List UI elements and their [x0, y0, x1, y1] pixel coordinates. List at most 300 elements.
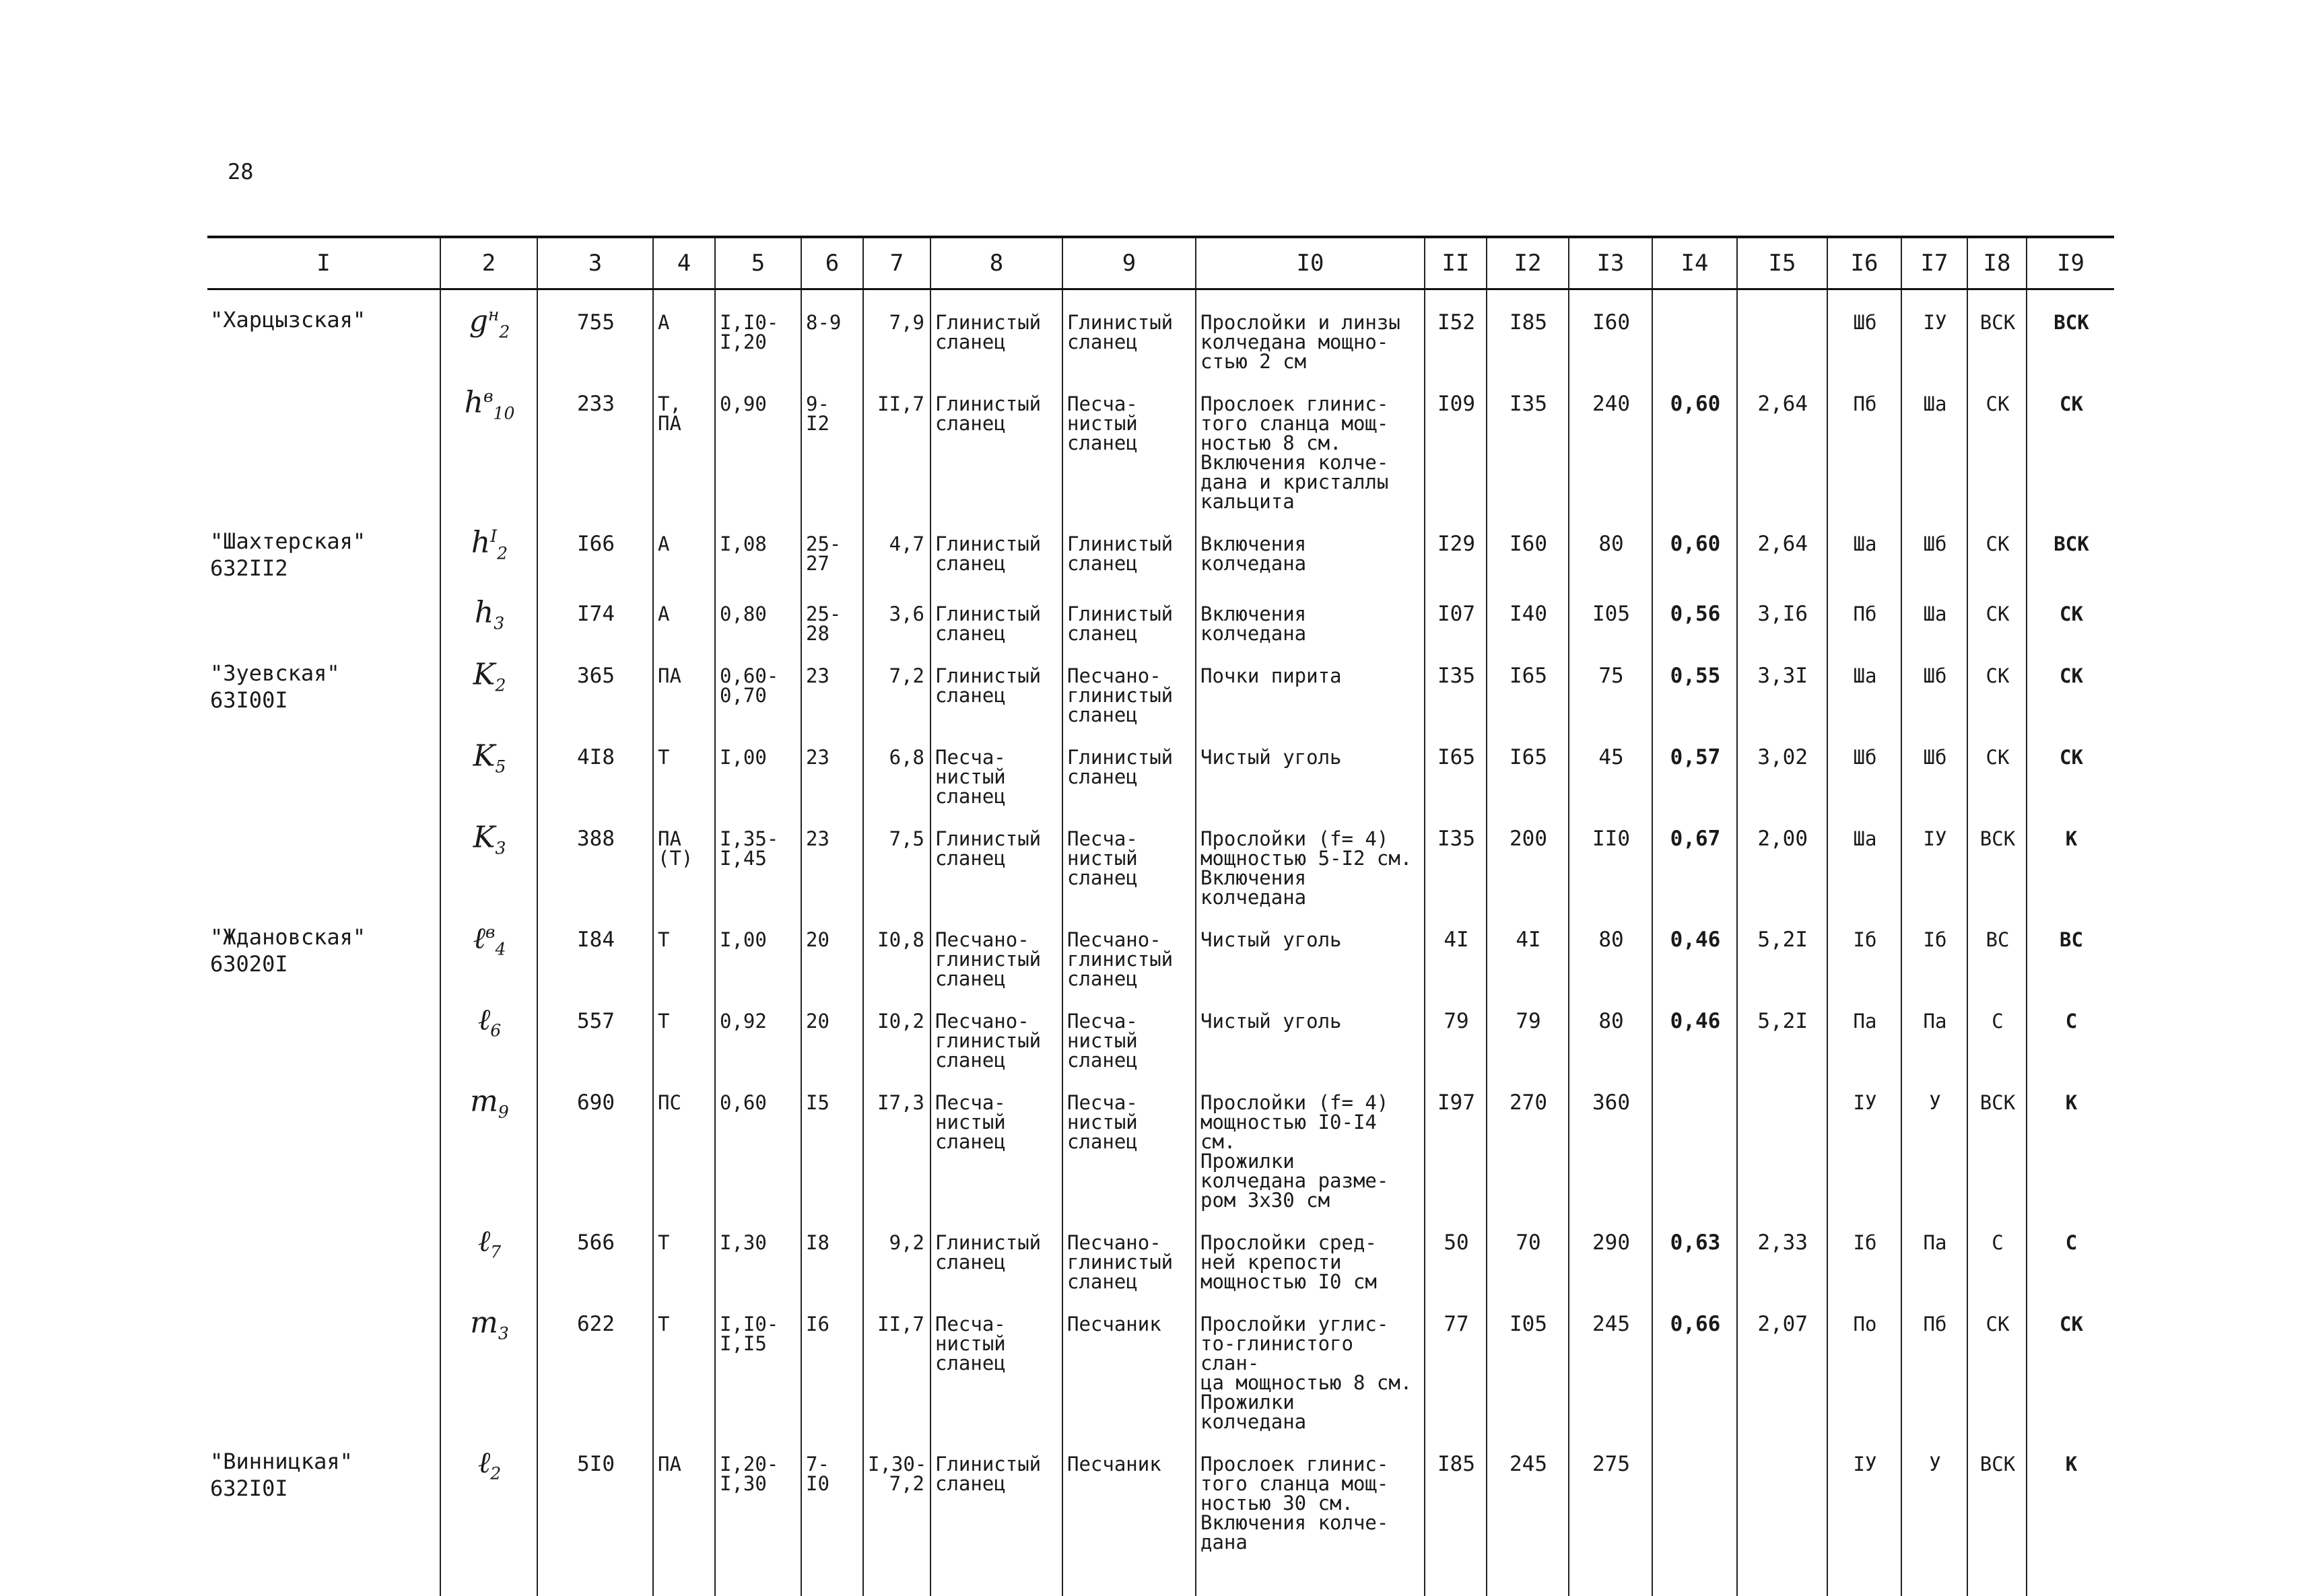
- cell-class-17: Ша: [1901, 582, 1967, 644]
- cell-value-15: [1737, 1070, 1827, 1210]
- cell-value-15: 3,I6: [1737, 582, 1827, 644]
- cell-dip-angle: 7- I0: [801, 1432, 863, 1596]
- cell-value-13: I60: [1569, 289, 1652, 372]
- cell-roof-rock: Глинистый сланец: [930, 289, 1062, 372]
- cell-class-16: IУ: [1827, 1432, 1901, 1596]
- column-header-17: I7: [1901, 237, 1967, 289]
- cell-roof-rock: Песчано- глинистый сланец: [930, 989, 1062, 1070]
- cell-inclusions-note: Прослойки сред- ней крепости мощностью I0 см: [1196, 1210, 1425, 1292]
- seam-symbol: m: [470, 1084, 498, 1119]
- cell-inclusions-note: Чистый уголь: [1196, 989, 1425, 1070]
- cell-inclusions-note: Чистый уголь: [1196, 725, 1425, 806]
- column-header-16: I6: [1827, 237, 1901, 289]
- table-row: [207, 806, 2114, 907]
- table-row: [207, 512, 2114, 582]
- cell-value-15: 3,3I: [1737, 644, 1827, 725]
- cell-class-16: Ша: [1827, 512, 1901, 582]
- cell-class-18: СК: [1967, 512, 2027, 582]
- cell-value-15: 2,00: [1737, 806, 1827, 907]
- cell-value-14: 0,67: [1652, 806, 1737, 907]
- cell-gas-content: 7,5: [863, 806, 930, 907]
- cell-value-15: 5,2I: [1737, 989, 1827, 1070]
- cell-inclusions-note: Чистый уголь: [1196, 907, 1425, 989]
- seam-subscript: 5: [495, 757, 506, 776]
- cell-floor-rock: Песча- нистый сланец: [1062, 1070, 1196, 1210]
- cell-value-14: 0,46: [1652, 907, 1737, 989]
- seam-superscript: н: [488, 305, 499, 324]
- cell-gas-content: 3,6: [863, 582, 930, 644]
- column-header-8: 8: [930, 237, 1062, 289]
- cell-floor-rock: Глинистый сланец: [1062, 289, 1196, 372]
- column-header-18: I8: [1967, 237, 2027, 289]
- cell-depth: I84: [537, 907, 653, 989]
- table-row: [207, 372, 2114, 512]
- cell-class-18: С: [1967, 1210, 2027, 1292]
- cell-class-18: СК: [1967, 644, 2027, 725]
- cell-value-15: 2,33: [1737, 1210, 1827, 1292]
- cell-value-13: 75: [1569, 644, 1652, 725]
- cell-value-11: I35: [1425, 806, 1487, 907]
- cell-thickness: 0,92: [715, 989, 801, 1070]
- cell-value-11: I85: [1425, 1432, 1487, 1596]
- cell-class-18: ВСК: [1967, 1070, 2027, 1210]
- column-header-19: I9: [2027, 237, 2114, 289]
- cell-seam-index: [440, 289, 537, 372]
- cell-gas-content: I7,3: [863, 1070, 930, 1210]
- cell-inclusions-note: Прослоек глинис- того сланца мощ- ностью 30 см. Включения колче- дана: [1196, 1432, 1425, 1596]
- cell-depth: 4I8: [537, 725, 653, 806]
- cell-value-12: 70: [1487, 1210, 1569, 1292]
- cell-mine-name: [207, 582, 440, 644]
- seam-symbol: K: [473, 739, 496, 773]
- cell-value-14: 0,55: [1652, 644, 1737, 725]
- seam-superscript: I: [490, 526, 497, 546]
- cell-mine-name: [207, 372, 440, 512]
- table-row: [207, 1432, 2114, 1596]
- seam-subscript: 2: [499, 322, 510, 341]
- seam-superscript: в: [483, 386, 494, 406]
- cell-value-12: I65: [1487, 725, 1569, 806]
- cell-gas-content: II,7: [863, 372, 930, 512]
- cell-class-16: Пб: [1827, 372, 1901, 512]
- cell-mine-name: [207, 989, 440, 1070]
- cell-thickness: I,I0- I,20: [715, 289, 801, 372]
- seam-symbol: h: [465, 386, 483, 420]
- cell-value-11: I97: [1425, 1070, 1487, 1210]
- cell-value-11: 79: [1425, 989, 1487, 1070]
- seam-symbol: K: [473, 658, 496, 692]
- seam-subscript: 10: [494, 403, 515, 423]
- cell-thickness: 0,60: [715, 1070, 801, 1210]
- column-header-3: 3: [537, 237, 653, 289]
- table-row: [207, 725, 2114, 806]
- cell-class-17: Па: [1901, 1210, 1967, 1292]
- cell-seam-index: [440, 1070, 537, 1210]
- cell-class-16: Па: [1827, 989, 1901, 1070]
- cell-class-17: Ша: [1901, 372, 1967, 512]
- cell-roof-rock: Песча- нистый сланец: [930, 1292, 1062, 1432]
- cell-value-15: 2,07: [1737, 1292, 1827, 1432]
- cell-dip-angle: 20: [801, 989, 863, 1070]
- cell-value-14: 0,56: [1652, 582, 1737, 644]
- cell-class-18: ВСК: [1967, 289, 2027, 372]
- cell-inclusions-note: Прослойки (f= 4) мощностью I0-I4 см. Прожилки колчедана разме- ром 3х30 см: [1196, 1070, 1425, 1210]
- cell-value-14: [1652, 1070, 1737, 1210]
- cell-value-13: 240: [1569, 372, 1652, 512]
- cell-value-12: 4I: [1487, 907, 1569, 989]
- cell-value-14: 0,60: [1652, 372, 1737, 512]
- cell-gas-content: 7,9: [863, 289, 930, 372]
- cell-seam-index: [440, 989, 537, 1070]
- cell-roof-rock: Глинистый сланец: [930, 1210, 1062, 1292]
- cell-class-19: К: [2027, 1070, 2114, 1210]
- cell-inclusions-note: Прослоек глинис- того сланца мощ- ностью 8 см. Включения колче- дана и кристаллы кальцита: [1196, 372, 1425, 512]
- cell-class-17: У: [1901, 1070, 1967, 1210]
- cell-value-11: 4I: [1425, 907, 1487, 989]
- cell-floor-rock: Песчано- глинистый сланец: [1062, 907, 1196, 989]
- cell-value-12: I85: [1487, 289, 1569, 372]
- cell-class-19: ВСК: [2027, 512, 2114, 582]
- cell-depth: 622: [537, 1292, 653, 1432]
- header-row: [207, 237, 2114, 289]
- cell-mine-name: [207, 1292, 440, 1432]
- table-row: [207, 1070, 2114, 1210]
- cell-value-12: I40: [1487, 582, 1569, 644]
- cell-gas-content: I0,2: [863, 989, 930, 1070]
- cell-thickness: I,20- I,30: [715, 1432, 801, 1596]
- column-header-5: 5: [715, 237, 801, 289]
- table-row: [207, 1292, 2114, 1432]
- cell-class-17: У: [1901, 1432, 1967, 1596]
- cell-gas-content: I0,8: [863, 907, 930, 989]
- column-header-1: I: [207, 237, 440, 289]
- cell-seam-index: [440, 1292, 537, 1432]
- column-header-11: II: [1425, 237, 1487, 289]
- cell-value-14: 0,46: [1652, 989, 1737, 1070]
- cell-class-17: Шб: [1901, 512, 1967, 582]
- cell-value-13: 275: [1569, 1432, 1652, 1596]
- cell-gas-content: I,30- 7,2: [863, 1432, 930, 1596]
- cell-class-18: ВСК: [1967, 806, 2027, 907]
- cell-class-16: Ша: [1827, 644, 1901, 725]
- cell-category: ПС: [653, 1070, 715, 1210]
- seam-symbol: h: [475, 596, 494, 630]
- cell-category: Т: [653, 989, 715, 1070]
- cell-class-17: Пб: [1901, 1292, 1967, 1432]
- cell-dip-angle: 25- 27: [801, 512, 863, 582]
- seam-symbol: g: [469, 304, 488, 339]
- seam-subscript: 2: [497, 543, 508, 563]
- cell-gas-content: 7,2: [863, 644, 930, 725]
- seam-symbol: ℓ: [478, 1224, 490, 1259]
- seam-subscript: 6: [490, 1020, 501, 1040]
- cell-seam-index: [440, 907, 537, 989]
- cell-category: Т: [653, 1292, 715, 1432]
- cell-value-13: 290: [1569, 1210, 1652, 1292]
- cell-class-17: IУ: [1901, 806, 1967, 907]
- cell-value-14: 0,66: [1652, 1292, 1737, 1432]
- cell-class-16: Шб: [1827, 289, 1901, 372]
- table-row: [207, 289, 2114, 372]
- cell-class-17: IУ: [1901, 289, 1967, 372]
- cell-seam-index: [440, 1432, 537, 1596]
- column-header-6: 6: [801, 237, 863, 289]
- cell-mine-name: [207, 725, 440, 806]
- cell-class-19: С: [2027, 989, 2114, 1070]
- cell-depth: 557: [537, 989, 653, 1070]
- cell-class-16: По: [1827, 1292, 1901, 1432]
- cell-value-15: [1737, 1432, 1827, 1596]
- cell-thickness: 0,80: [715, 582, 801, 644]
- seam-subscript: 9: [498, 1102, 509, 1121]
- cell-depth: 233: [537, 372, 653, 512]
- seam-subscript: 3: [494, 613, 504, 633]
- cell-mine-name: "Винницкая" 632I0I: [207, 1432, 440, 1596]
- cell-value-11: I09: [1425, 372, 1487, 512]
- seam-symbol: m: [470, 1306, 498, 1340]
- cell-floor-rock: Песчано- глинистый сланец: [1062, 1210, 1196, 1292]
- cell-floor-rock: Песчаник: [1062, 1432, 1196, 1596]
- cell-category: ПА: [653, 644, 715, 725]
- cell-value-11: 77: [1425, 1292, 1487, 1432]
- cell-class-16: Пб: [1827, 582, 1901, 644]
- cell-thickness: I,30: [715, 1210, 801, 1292]
- cell-gas-content: 9,2: [863, 1210, 930, 1292]
- cell-dip-angle: 9- I2: [801, 372, 863, 512]
- cell-class-18: С: [1967, 989, 2027, 1070]
- cell-thickness: I,I0- I,I5: [715, 1292, 801, 1432]
- cell-roof-rock: Глинистый сланец: [930, 372, 1062, 512]
- cell-floor-rock: Глинистый сланец: [1062, 512, 1196, 582]
- table-row: [207, 582, 2114, 644]
- cell-value-11: I29: [1425, 512, 1487, 582]
- cell-value-13: 80: [1569, 907, 1652, 989]
- seam-symbol: ℓ: [478, 1003, 490, 1037]
- cell-value-14: 0,60: [1652, 512, 1737, 582]
- cell-inclusions-note: Прослойки (f= 4) мощностью 5-I2 см. Включения колчедана: [1196, 806, 1425, 907]
- cell-class-19: СК: [2027, 582, 2114, 644]
- cell-class-18: СК: [1967, 372, 2027, 512]
- cell-class-18: ВСК: [1967, 1432, 2027, 1596]
- seam-subscript: 2: [490, 1463, 501, 1483]
- seam-superscript: в: [485, 922, 496, 942]
- seam-subscript: 2: [495, 675, 506, 695]
- cell-class-19: С: [2027, 1210, 2114, 1292]
- cell-mine-name: "Ждановская" 63020I: [207, 907, 440, 989]
- cell-value-12: I65: [1487, 644, 1569, 725]
- column-header-7: 7: [863, 237, 930, 289]
- cell-class-18: СК: [1967, 725, 2027, 806]
- cell-floor-rock: Песчаник: [1062, 1292, 1196, 1432]
- cell-value-13: 80: [1569, 989, 1652, 1070]
- cell-thickness: I,08: [715, 512, 801, 582]
- cell-seam-index: [440, 582, 537, 644]
- cell-roof-rock: Песчано- глинистый сланец: [930, 907, 1062, 989]
- cell-dip-angle: 25- 28: [801, 582, 863, 644]
- cell-inclusions-note: Включения колчедана: [1196, 512, 1425, 582]
- cell-value-14: [1652, 289, 1737, 372]
- cell-value-14: 0,57: [1652, 725, 1737, 806]
- mine-data-table-wrapper: [207, 236, 2114, 1596]
- cell-inclusions-note: Прослойки углис- то-глинистого слан- ца мощностью 8 см. Прожилки колчедана: [1196, 1292, 1425, 1432]
- cell-roof-rock: Глинистый сланец: [930, 644, 1062, 725]
- cell-category: ПА: [653, 1432, 715, 1596]
- table-row: [207, 989, 2114, 1070]
- cell-floor-rock: Глинистый сланец: [1062, 725, 1196, 806]
- cell-dip-angle: I5: [801, 1070, 863, 1210]
- cell-value-15: 2,64: [1737, 512, 1827, 582]
- cell-class-17: Iб: [1901, 907, 1967, 989]
- cell-class-19: ВСК: [2027, 289, 2114, 372]
- cell-class-19: К: [2027, 806, 2114, 907]
- cell-floor-rock: Песча- нистый сланец: [1062, 989, 1196, 1070]
- cell-value-12: 200: [1487, 806, 1569, 907]
- column-header-9: 9: [1062, 237, 1196, 289]
- seam-symbol: K: [473, 821, 496, 855]
- cell-value-11: I52: [1425, 289, 1487, 372]
- cell-category: ПА (Т): [653, 806, 715, 907]
- cell-mine-name: "Зуевская" 63I00I: [207, 644, 440, 725]
- seam-subscript: 3: [495, 838, 506, 858]
- cell-dip-angle: 23: [801, 644, 863, 725]
- column-header-13: I3: [1569, 237, 1652, 289]
- cell-seam-index: [440, 1210, 537, 1292]
- cell-dip-angle: 23: [801, 725, 863, 806]
- cell-class-19: К: [2027, 1432, 2114, 1596]
- cell-class-16: Iб: [1827, 1210, 1901, 1292]
- cell-value-13: II0: [1569, 806, 1652, 907]
- cell-depth: 755: [537, 289, 653, 372]
- cell-dip-angle: I8: [801, 1210, 863, 1292]
- cell-value-13: 245: [1569, 1292, 1652, 1432]
- cell-roof-rock: Глинистый сланец: [930, 806, 1062, 907]
- cell-seam-index: [440, 644, 537, 725]
- cell-depth: 690: [537, 1070, 653, 1210]
- seam-subscript: 7: [490, 1242, 501, 1261]
- cell-value-12: I35: [1487, 372, 1569, 512]
- cell-depth: 388: [537, 806, 653, 907]
- cell-value-15: [1737, 289, 1827, 372]
- cell-class-19: СК: [2027, 372, 2114, 512]
- cell-dip-angle: I6: [801, 1292, 863, 1432]
- cell-value-15: 3,02: [1737, 725, 1827, 806]
- table-row: [207, 644, 2114, 725]
- cell-category: А: [653, 512, 715, 582]
- cell-value-13: 45: [1569, 725, 1652, 806]
- cell-thickness: 0,90: [715, 372, 801, 512]
- cell-mine-name: [207, 806, 440, 907]
- cell-value-13: 80: [1569, 512, 1652, 582]
- cell-roof-rock: Глинистый сланец: [930, 512, 1062, 582]
- cell-thickness: I,35- I,45: [715, 806, 801, 907]
- table-row: [207, 1210, 2114, 1292]
- cell-category: Т, ПА: [653, 372, 715, 512]
- column-header-10: I0: [1196, 237, 1425, 289]
- cell-seam-index: [440, 512, 537, 582]
- cell-category: А: [653, 582, 715, 644]
- cell-class-19: СК: [2027, 725, 2114, 806]
- cell-thickness: 0,60- 0,70: [715, 644, 801, 725]
- cell-class-19: ВС: [2027, 907, 2114, 989]
- cell-seam-index: [440, 806, 537, 907]
- cell-mine-name: "Харцызская": [207, 289, 440, 372]
- cell-class-17: Шб: [1901, 725, 1967, 806]
- column-header-15: I5: [1737, 237, 1827, 289]
- cell-depth: 365: [537, 644, 653, 725]
- cell-dip-angle: 8-9: [801, 289, 863, 372]
- cell-thickness: I,00: [715, 907, 801, 989]
- cell-dip-angle: 20: [801, 907, 863, 989]
- cell-category: А: [653, 289, 715, 372]
- cell-class-16: IУ: [1827, 1070, 1901, 1210]
- seam-symbol: h: [471, 526, 490, 560]
- cell-depth: I66: [537, 512, 653, 582]
- cell-mine-name: [207, 1210, 440, 1292]
- table-row: [207, 907, 2114, 989]
- cell-mine-name: "Шахтерская" 632II2: [207, 512, 440, 582]
- cell-class-19: СК: [2027, 644, 2114, 725]
- cell-mine-name: [207, 1070, 440, 1210]
- cell-class-18: СК: [1967, 1292, 2027, 1432]
- seam-symbol: ℓ: [478, 1446, 490, 1480]
- cell-class-16: Iб: [1827, 907, 1901, 989]
- cell-category: Т: [653, 725, 715, 806]
- cell-class-18: СК: [1967, 582, 2027, 644]
- cell-category: Т: [653, 907, 715, 989]
- mine-data-table: [207, 236, 2114, 1596]
- cell-class-17: Па: [1901, 989, 1967, 1070]
- cell-depth: 5I0: [537, 1432, 653, 1596]
- seam-symbol: ℓ: [473, 922, 485, 956]
- cell-value-12: 270: [1487, 1070, 1569, 1210]
- cell-roof-rock: Песча- нистый сланец: [930, 1070, 1062, 1210]
- cell-floor-rock: Песча- нистый сланец: [1062, 372, 1196, 512]
- page-number: 28: [228, 159, 254, 184]
- cell-value-12: 245: [1487, 1432, 1569, 1596]
- cell-seam-index: [440, 372, 537, 512]
- column-header-2: 2: [440, 237, 537, 289]
- cell-value-11: 50: [1425, 1210, 1487, 1292]
- seam-subscript: 4: [495, 939, 506, 959]
- column-header-4: 4: [653, 237, 715, 289]
- cell-roof-rock: Песча- нистый сланец: [930, 725, 1062, 806]
- cell-value-15: 5,2I: [1737, 907, 1827, 989]
- cell-value-11: I35: [1425, 644, 1487, 725]
- cell-floor-rock: Песча- нистый сланец: [1062, 806, 1196, 907]
- cell-value-11: I07: [1425, 582, 1487, 644]
- cell-class-16: Ша: [1827, 806, 1901, 907]
- cell-inclusions-note: Включения колчедана: [1196, 582, 1425, 644]
- cell-value-14: [1652, 1432, 1737, 1596]
- cell-class-17: Шб: [1901, 644, 1967, 725]
- cell-value-14: 0,63: [1652, 1210, 1737, 1292]
- cell-gas-content: 4,7: [863, 512, 930, 582]
- cell-class-19: СК: [2027, 1292, 2114, 1432]
- cell-class-18: ВС: [1967, 907, 2027, 989]
- cell-value-12: I05: [1487, 1292, 1569, 1432]
- cell-value-13: 360: [1569, 1070, 1652, 1210]
- cell-floor-rock: Песчано- глинистый сланец: [1062, 644, 1196, 725]
- cell-inclusions-note: Почки пирита: [1196, 644, 1425, 725]
- cell-class-16: Шб: [1827, 725, 1901, 806]
- cell-depth: 566: [537, 1210, 653, 1292]
- cell-dip-angle: 23: [801, 806, 863, 907]
- cell-roof-rock: Глинистый сланец: [930, 1432, 1062, 1596]
- cell-gas-content: II,7: [863, 1292, 930, 1432]
- cell-gas-content: 6,8: [863, 725, 930, 806]
- column-header-12: I2: [1487, 237, 1569, 289]
- cell-seam-index: [440, 725, 537, 806]
